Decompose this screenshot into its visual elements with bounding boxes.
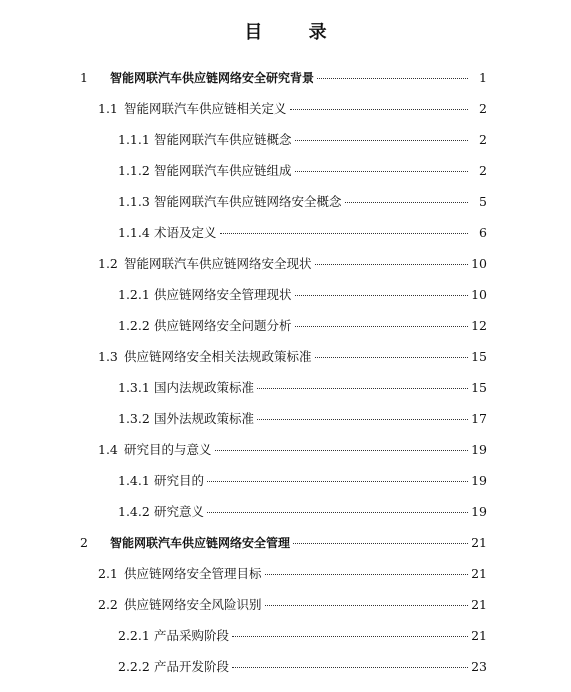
toc-entry-page: 19	[471, 442, 487, 457]
toc-leader-dots	[232, 636, 468, 637]
toc-entry[interactable]	[118, 409, 487, 429]
toc-leader-dots	[207, 512, 468, 513]
toc-entry-number: 1.3	[98, 349, 118, 364]
toc-leader-dots	[295, 171, 468, 172]
toc-entry-number: 1.4	[98, 442, 118, 457]
toc-entry-number: 1.1.4	[118, 225, 150, 240]
toc-entry-label: 智能网联汽车供应链网络安全现状	[124, 256, 312, 271]
toc-entry-page: 1	[479, 70, 487, 85]
toc-entry-label: 供应链网络安全问题分析	[154, 318, 292, 333]
toc-entry-number: 1.2.2	[118, 318, 150, 333]
toc-entry-label: 供应链网络安全管理目标	[124, 566, 262, 581]
toc-entry-label: 智能网联汽车供应链组成	[154, 163, 292, 178]
toc-entry-label: 研究意义	[154, 504, 205, 519]
toc-entry-label: 智能网联汽车供应链概念	[154, 132, 292, 147]
toc-entry[interactable]	[118, 626, 487, 646]
toc-entry[interactable]	[118, 161, 487, 181]
toc-entry-number: 1.4.1	[118, 473, 150, 488]
toc-leader-dots	[220, 233, 468, 234]
toc-entry[interactable]	[98, 564, 487, 584]
toc-entry[interactable]	[118, 502, 487, 522]
toc-entry-page: 19	[471, 504, 487, 519]
toc-entry-page: 19	[471, 473, 487, 488]
toc-entry-label: 供应链网络安全风险识别	[124, 597, 262, 612]
toc-entry-number: 2.2	[98, 597, 118, 612]
toc-entry-page: 23	[471, 659, 487, 674]
toc-entry-number: 1.1	[98, 101, 118, 116]
toc-entry-label: 智能网联汽车供应链网络安全研究背景	[110, 71, 315, 85]
toc-entry-page: 21	[471, 535, 487, 550]
toc-entry-number: 2.1	[98, 566, 118, 581]
toc-entry-label: 研究目的与意义	[124, 442, 212, 457]
toc-leader-dots	[295, 326, 468, 327]
toc-entry-number: 1	[80, 70, 88, 85]
toc-entry-label: 供应链网络安全管理现状	[154, 287, 292, 302]
toc-leader-dots	[265, 605, 468, 606]
toc-entry[interactable]	[98, 347, 487, 367]
toc-leader-dots	[295, 295, 468, 296]
toc-entry-page: 17	[471, 411, 487, 426]
toc-entry-page: 21	[471, 566, 487, 581]
toc-entry-page: 15	[471, 380, 487, 395]
toc-entry-label: 供应链网络安全相关法规政策标准	[124, 349, 312, 364]
toc-leader-dots	[207, 481, 468, 482]
toc-entry-page: 2	[479, 163, 487, 178]
toc-entry[interactable]	[118, 657, 487, 677]
toc-entry-number: 1.3.1	[118, 380, 150, 395]
toc-entry-page: 6	[479, 225, 487, 240]
toc-entry-number: 2.2.2	[118, 659, 150, 674]
toc-entry-number: 1.3.2	[118, 411, 150, 426]
toc-entry[interactable]	[98, 99, 487, 119]
toc-entry-label: 智能网联汽车供应链网络安全管理	[110, 536, 291, 550]
toc-entry[interactable]	[118, 316, 487, 336]
toc-entry[interactable]	[118, 223, 487, 243]
toc-entry-page: 5	[479, 194, 487, 209]
toc-leader-dots	[317, 78, 468, 79]
toc-entry[interactable]	[80, 533, 487, 553]
toc-leader-dots	[295, 140, 468, 141]
toc-entry-label: 智能网联汽车供应链相关定义	[124, 101, 287, 116]
toc-entry-label: 产品采购阶段	[154, 628, 230, 643]
toc-entry-page: 21	[471, 597, 487, 612]
toc-entry-label: 国外法规政策标准	[154, 411, 255, 426]
toc-entry-label: 产品开发阶段	[154, 659, 230, 674]
toc-leader-dots	[265, 574, 468, 575]
toc-entry-number: 2.2.1	[118, 628, 150, 643]
toc-entry-number: 1.1.3	[118, 194, 150, 209]
toc-leader-dots	[315, 264, 468, 265]
toc-entry-page: 15	[471, 349, 487, 364]
toc-entry[interactable]	[80, 68, 487, 88]
toc-entry[interactable]	[118, 130, 487, 150]
toc-entry-page: 12	[471, 318, 487, 333]
toc-leader-dots	[345, 202, 468, 203]
toc-entry-page: 21	[471, 628, 487, 643]
toc-leader-dots	[257, 419, 468, 420]
toc-entry-page: 10	[471, 256, 487, 271]
toc-entry-number: 2	[80, 535, 88, 550]
toc-entry[interactable]	[98, 595, 487, 615]
toc-leader-dots	[257, 388, 468, 389]
toc-entry[interactable]	[118, 192, 487, 212]
toc-leader-dots	[215, 450, 468, 451]
toc-entry-number: 1.2	[98, 256, 118, 271]
toc-leader-dots	[315, 357, 468, 358]
toc-entry-number: 1.1.2	[118, 163, 150, 178]
toc-entry-number: 1.4.2	[118, 504, 150, 519]
page-title: 目 录	[244, 22, 347, 43]
toc-entry[interactable]	[118, 285, 487, 305]
toc-entry-number: 1.1.1	[118, 132, 150, 147]
toc-entry-label: 研究目的	[154, 473, 205, 488]
toc-entry-number: 1.2.1	[118, 287, 150, 302]
toc-entry[interactable]	[98, 440, 487, 460]
toc-entry-page: 2	[479, 132, 487, 147]
toc-entry-label: 国内法规政策标准	[154, 380, 255, 395]
toc-entry[interactable]	[118, 378, 487, 398]
toc-entry[interactable]	[118, 471, 487, 491]
toc-entry-page: 2	[479, 101, 487, 116]
toc-leader-dots	[232, 667, 468, 668]
toc-entry[interactable]	[98, 254, 487, 274]
toc-leader-dots	[293, 543, 468, 544]
toc-leader-dots	[290, 109, 468, 110]
toc-entry-label: 术语及定义	[154, 225, 217, 240]
toc-entry-page: 10	[471, 287, 487, 302]
toc-entry-label: 智能网联汽车供应链网络安全概念	[154, 194, 342, 209]
